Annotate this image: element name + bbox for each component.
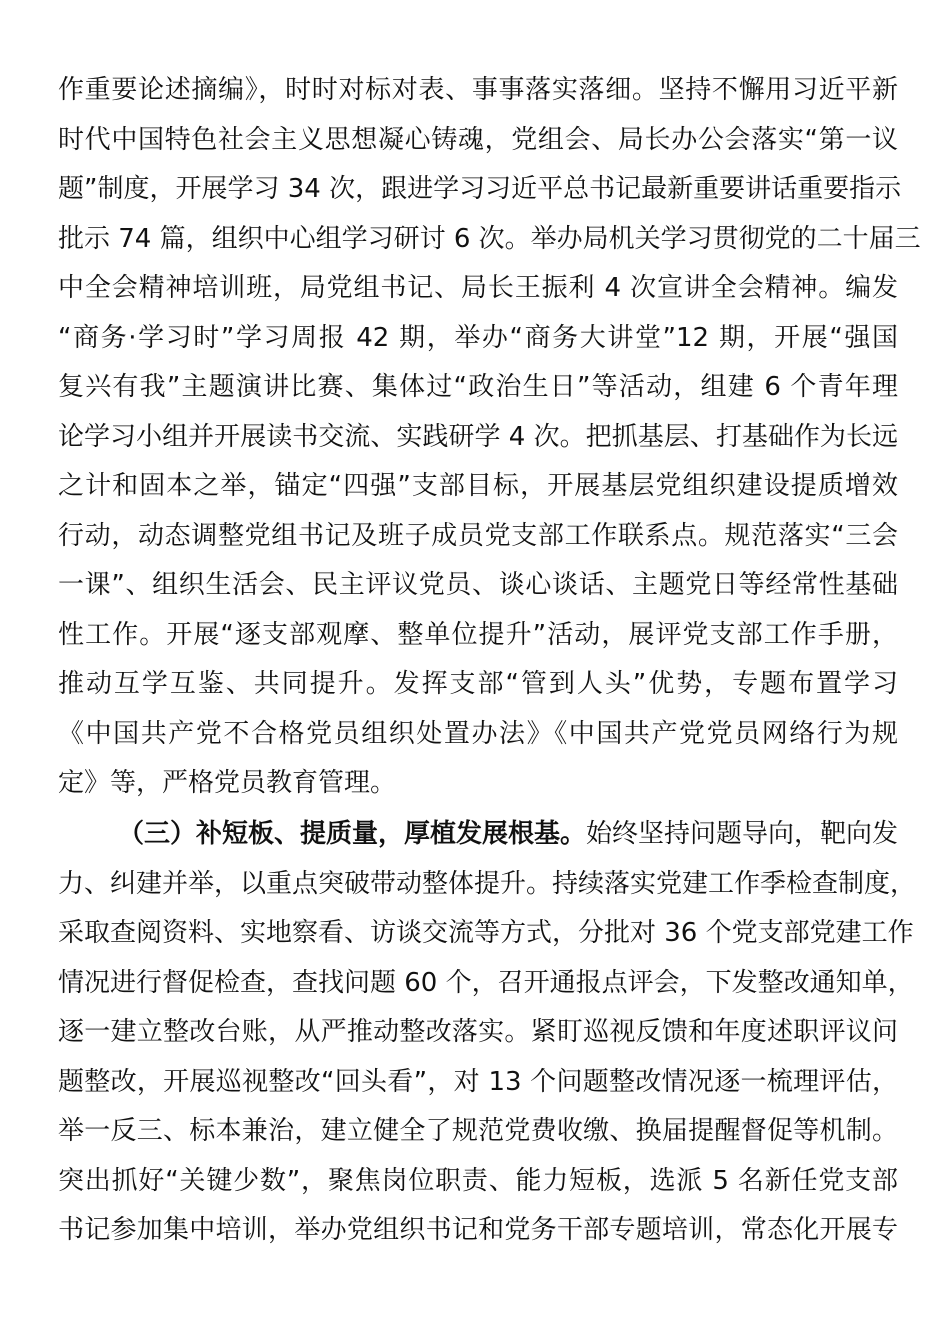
paragraph-shortcomings-quality	[58, 810, 917, 1256]
text-line: 逐一建立整改台账，从严推动整改落实。紧盯巡视反馈和年度述职评议问	[58, 1017, 898, 1047]
text-line: 性工作。开展“逐支部观摩、整单位提升”活动，展评党支部工作手册，	[58, 619, 898, 650]
text-line: “商务·学习时”学习周报 42 期，举办“商务大讲堂”12 期，开展“强国	[58, 322, 898, 353]
text-line: 举一反三、标本兼治，建立健全了规范党费收缴、换届提醒督促等机制。	[58, 1116, 898, 1146]
text-line: 定》等，严格党员教育管理。	[58, 768, 397, 798]
text-line: 时代中国特色社会主义思想凝心铸魂，党组会、局长办公会落实“第一议	[58, 124, 898, 155]
heading-continuation: 始终坚持问题导向，靶向发	[586, 819, 899, 849]
text-line: 突出抓好“关键少数”，聚焦岗位职责、能力短板，选派 5 名新任党支部	[58, 1165, 898, 1196]
text-line: 《中国共产党不合格党员组织处置办法》《中国共产党党员网络行为规	[58, 718, 898, 749]
paragraph-first-line	[58, 810, 898, 860]
text-line: 批示 74 篇，组织中心组学习研讨 6 次。举办局机关学习贯彻党的二十届三	[58, 223, 921, 254]
text-line: 采取查阅资料、实地察看、访谈交流等方式，分批对 36 个党支部党建工作	[58, 918, 914, 948]
text-line: 之计和固本之举，锚定“四强”支部目标，开展基层党组织建设提质增效	[58, 471, 898, 501]
text-line: 题”制度，开展学习 34 次，跟进学习习近平总书记最新重要讲话重要指示	[58, 174, 902, 204]
paragraph-party-building-study	[58, 66, 921, 809]
text-line: 论学习小组并开展读书交流、实践研学 4 次。把抓基层、打基础作为长远	[58, 421, 898, 452]
text-line: 中全会精神培训班，局党组书记、局长王振利 4 次宣讲全会精神。编发	[58, 273, 898, 303]
text-line: 行动，动态调整党组书记及班子成员党支部工作联系点。规范落实“三会	[58, 520, 898, 551]
text-line: 题整改，开展巡视整改“回头看”，对 13 个问题整改情况逐一梳理评估，	[58, 1066, 898, 1097]
text-line: 力、纠建并举，以重点突破带动整体提升。持续落实党建工作季检查制度，	[58, 868, 917, 899]
text-line: 复兴有我”主题演讲比赛、集体过“政治生日”等活动，组建 6 个青年理	[58, 372, 898, 402]
text-line: 情况进行督促检查，查找问题 60 个，召开通报点评会，下发整改通知单，	[58, 967, 914, 998]
text-line: 作重要论述摘编》，时时对标对表、事事落实落细。坚持不懈用习近平新	[58, 75, 898, 105]
section-heading: （三）补短板、提质量，厚植发展根基。	[118, 819, 587, 849]
text-line: 推动互学互鉴、共同提升。发挥支部“管到人头”优势，专题布置学习	[58, 669, 898, 699]
text-line: 一课”、组织生活会、民主评议党员、谈心谈话、主题党日等经常性基础	[58, 570, 898, 600]
text-line: 书记参加集中培训，举办党组织书记和党务干部专题培训，常态化开展专	[58, 1215, 898, 1245]
